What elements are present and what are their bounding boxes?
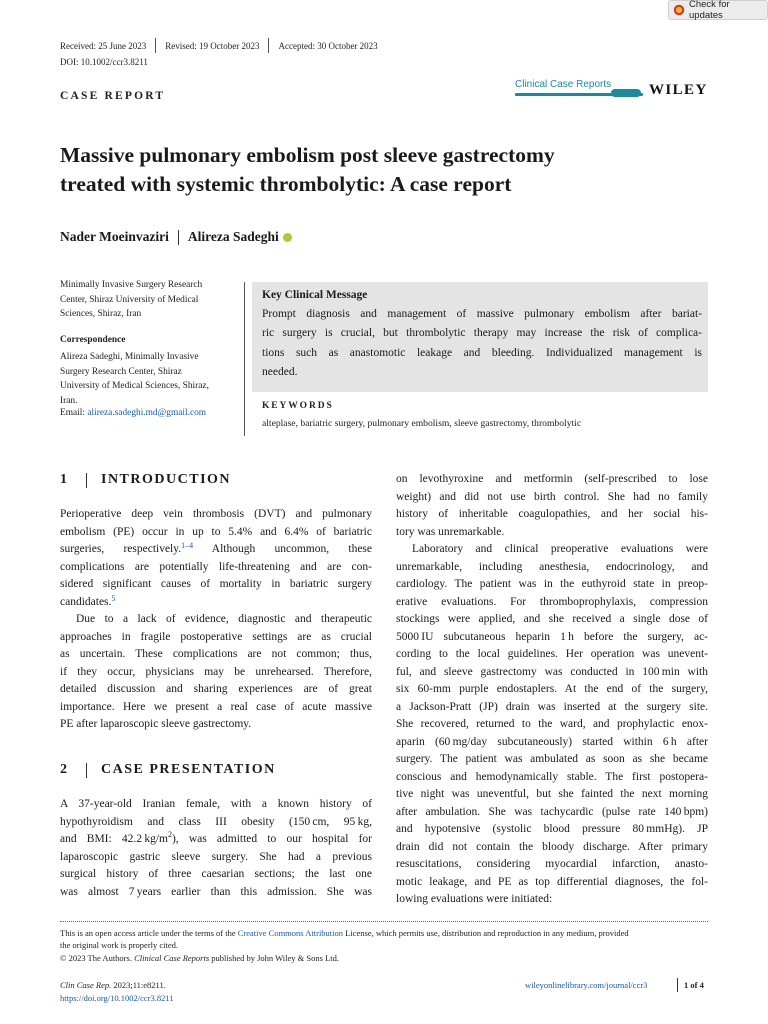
- text-line: stockings were applied, and she received a single dose of: [396, 613, 708, 625]
- text-line: cording to the local guidelines. Her operation was unevent-: [396, 648, 708, 660]
- divider: [86, 763, 87, 778]
- key-message-heading: Key Clinical Message: [262, 289, 368, 301]
- received-date: Received: 25 June 2023: [60, 40, 147, 51]
- introduction-paragraph-1: [60, 506, 372, 611]
- email-link[interactable]: alireza.sadeghi.md@gmail.com: [87, 408, 207, 418]
- text-line: sidered significant causes of mortality in bariatric surgery: [60, 578, 372, 590]
- title-line: treated with systemic thrombolytic: A case report: [60, 172, 512, 196]
- text-line: surgery. The patient was ambulated as soon as she became: [396, 753, 708, 765]
- key-message-body: [262, 305, 702, 382]
- text-line: and hypotensive (systolic blood pressure 80 mmHg). JP: [396, 823, 708, 835]
- correspondence-address: [60, 350, 238, 408]
- section-heading-introduction: [60, 472, 231, 488]
- revised-date: Revised: 19 October 2023: [165, 40, 260, 51]
- correspondence-heading: Correspondence: [60, 335, 126, 345]
- text-line: She recovered, returned to the ward, and prophylactic enox-: [396, 718, 708, 730]
- text-line: drain did not contain the bloody discharge. After primary: [396, 840, 708, 853]
- affiliation-line: Center, Shiraz University of Medical: [60, 294, 199, 305]
- section-title: INTRODUCTION: [101, 472, 232, 487]
- author-name[interactable]: Nader Moeinvaziri: [60, 229, 169, 244]
- key-message-line: Prompt diagnosis and management of massive pulmonary embolism after bariat-: [262, 308, 702, 320]
- text-line: [60, 831, 372, 849]
- case-paragraph-2: [396, 541, 708, 909]
- citation-link[interactable]: 1–4: [181, 541, 194, 550]
- text-line: PE after laparoscopic sleeve gastrectomy.: [60, 718, 252, 730]
- citation-link[interactable]: 5: [111, 593, 116, 603]
- text-run: surgeries, respectively.: [60, 543, 182, 555]
- page-number: 1 of 4: [684, 980, 704, 990]
- divider: [268, 38, 269, 53]
- text-line: as uncertain. These complications are not common; thus,: [60, 648, 372, 660]
- footer-divider: [60, 921, 708, 922]
- text-line: on levothyroxine and metformin (self-prescribed to lose: [396, 473, 708, 485]
- journal-name: Clinical Case Reports: [134, 953, 210, 963]
- divider: [86, 473, 87, 488]
- text-line: tive night was uneventful, but she fainted the next morning: [396, 788, 708, 800]
- email-line: [60, 408, 206, 418]
- keywords-list: alteplase, bariatric surgery, pulmonary embolism, sleeve gastrectomy, thrombolytic: [262, 418, 582, 429]
- text-line: tory was unremarkable.: [396, 525, 505, 538]
- email-label: Email:: [60, 408, 85, 418]
- license-link[interactable]: Creative Commons Attribution: [237, 928, 344, 938]
- copyright-notice: [60, 953, 339, 963]
- text-line: aparin (60 mg/day subcutaneously) started within 6 h after: [396, 735, 708, 748]
- correspondence-line: Iran.: [60, 395, 78, 406]
- article-dates: [60, 38, 378, 53]
- text-line: was almost 7 years earlier than this admission. She was: [60, 885, 372, 898]
- text-line: motic leakage, and PE as top differential diagnoses, the fol-: [396, 875, 708, 888]
- text-run: ), was admitted to our hospital for: [171, 833, 372, 845]
- text-line: erative evaluations. For thromboprophylaxis, compression: [396, 595, 708, 608]
- affiliation-line: Sciences, Shiraz, Iran: [60, 309, 142, 320]
- article-title: [60, 141, 700, 199]
- key-message-line: tions such as anastomotic leakage and bleeding. Individualized management is: [262, 346, 702, 359]
- check-for-updates-button[interactable]: [668, 0, 768, 20]
- text-line: embolism (PE) occur in up to 5.4% and 6.4% of bariatric: [60, 525, 372, 538]
- title-line: Massive pulmonary embolism post sleeve gastrectomy: [60, 143, 555, 167]
- text-line: A 37-year-old Iranian female, with a known history of: [60, 798, 372, 810]
- doi: DOI: 10.1002/ccr3.8211: [60, 57, 148, 67]
- text-line: a Jackson-Pratt (JP) drain was inserted at the surgery site.: [396, 700, 708, 713]
- text-line: after ambulation. She was tachycardic (pulse rate 140 bpm): [396, 805, 708, 818]
- text-run: © 2023 The Authors.: [60, 953, 135, 963]
- case-paragraph-continued: [396, 471, 708, 541]
- accepted-date: Accepted: 30 October 2023: [278, 40, 378, 51]
- check-updates-label: Check for updates: [689, 0, 730, 21]
- case-paragraph-1: [60, 796, 372, 901]
- text-line: 5000 IU subcutaneous heparin 1 h before the surgery, ac-: [396, 630, 708, 643]
- journal-name: Clinical Case Reports: [515, 79, 612, 90]
- text-line: detailed discussion and sharing experiences are of great: [60, 683, 372, 695]
- text-run: 2023;11:e8211.: [111, 980, 166, 990]
- text-line: [60, 594, 372, 612]
- correspondence-line: Alireza Sadeghi, Minimally Invasive: [60, 352, 199, 362]
- text-line: importance. Here we present a real case of acute massive: [60, 700, 372, 713]
- text-line: Due to a lack of evidence, diagnostic and therapeutic: [76, 613, 372, 625]
- text-line: resuscitations, considering myocardial infarction, anasto-: [396, 858, 708, 870]
- citation-line: [60, 980, 166, 990]
- author-name[interactable]: Alireza Sadeghi: [187, 229, 279, 244]
- text-line: lowing evaluations were initiated:: [396, 893, 553, 905]
- crossmark-icon: [673, 4, 685, 16]
- key-message-line: needed.: [262, 365, 298, 378]
- text-line: ful, and sleeve gastrectomy was conducted in 100 min with: [396, 665, 708, 678]
- introduction-paragraph-2: [60, 611, 372, 734]
- text-line: history of inheritable coagulopathies, and her social his-: [396, 508, 708, 520]
- text-run: License, which permits use, distribution and reproduction in any medium, provided: [343, 928, 629, 938]
- text-run: candidates.: [60, 595, 112, 608]
- text-line: [60, 541, 372, 559]
- journal-abbrev: Clin Case Rep.: [60, 980, 112, 990]
- divider: [677, 978, 678, 992]
- text-line: [60, 927, 708, 939]
- text-line: if they occur, physicians may be unrehearsed. Therefore,: [60, 665, 372, 678]
- text-line: hypothyroidism and class III obesity (150 cm, 95 kg,: [60, 815, 372, 828]
- key-message-line: ric surgery is crucial, but thrombolytic therapy may increase the risk of complica-: [262, 327, 702, 340]
- orcid-icon[interactable]: [283, 233, 292, 242]
- text-line: cardiology. The patient was in the euthyroid state in preop-: [396, 578, 708, 590]
- open-access-notice: [60, 927, 708, 952]
- journal-brand: [515, 79, 715, 103]
- article-type: CASE REPORT: [60, 90, 166, 102]
- text-line: complications are potentially life-threatening and are con-: [60, 560, 372, 573]
- text-line: unremarkable, including anesthesia, endocrinology, and: [396, 560, 708, 573]
- publisher-logo: WILEY: [649, 82, 708, 98]
- text-line: the original work is properly cited.: [60, 940, 179, 951]
- text-run: Although uncommon, these: [193, 543, 372, 555]
- text-run: This is an open access article under the terms of the: [60, 928, 238, 938]
- section-number: 1: [60, 472, 69, 487]
- text-line: surgical history of three caesarian sections; the last one: [60, 868, 372, 880]
- text-run: published by John Wiley & Sons Ltd.: [209, 953, 340, 963]
- correspondence-line: Surgery Research Center, Shiraz: [60, 366, 182, 377]
- divider: [155, 38, 156, 53]
- open-access-icon: [611, 89, 641, 97]
- section-heading-case-presentation: [60, 762, 276, 778]
- journal-url-link[interactable]: wileyonlinelibrary.com/journal/ccr3: [525, 980, 648, 990]
- text-line: Laboratory and clinical preoperative evaluations were: [412, 543, 708, 555]
- text-line: Perioperative deep vein thrombosis (DVT) and pulmonary: [60, 508, 372, 520]
- affiliation: [60, 278, 238, 322]
- author-list: [60, 229, 292, 245]
- section-title: CASE PRESENTATION: [101, 762, 276, 777]
- text-line: approaches in fragile postoperative settings are as crucial: [60, 630, 372, 643]
- section-number: 2: [60, 762, 69, 777]
- correspondence-line: University of Medical Sciences, Shiraz,: [60, 381, 209, 392]
- keywords-heading: KEYWORDS: [262, 401, 334, 411]
- text-line: six 60-mm purple endostaplers. At the end of the surgery,: [396, 683, 708, 695]
- text-line: laparoscopic gastric sleeve surgery. She had a previous: [60, 850, 372, 863]
- superscript: 2: [167, 830, 172, 840]
- text-line: weight) and did not use birth control. She had no family: [396, 490, 708, 503]
- divider: [178, 230, 179, 245]
- affiliation-line: Minimally Invasive Surgery Research: [60, 280, 203, 290]
- doi-link[interactable]: https://doi.org/10.1002/ccr3.8211: [60, 993, 174, 1003]
- text-run: and BMI: 42.2 kg/m: [60, 833, 168, 845]
- text-line: conscious and hemodynamically stable. The first postopera-: [396, 770, 708, 783]
- column-divider: [244, 282, 245, 436]
